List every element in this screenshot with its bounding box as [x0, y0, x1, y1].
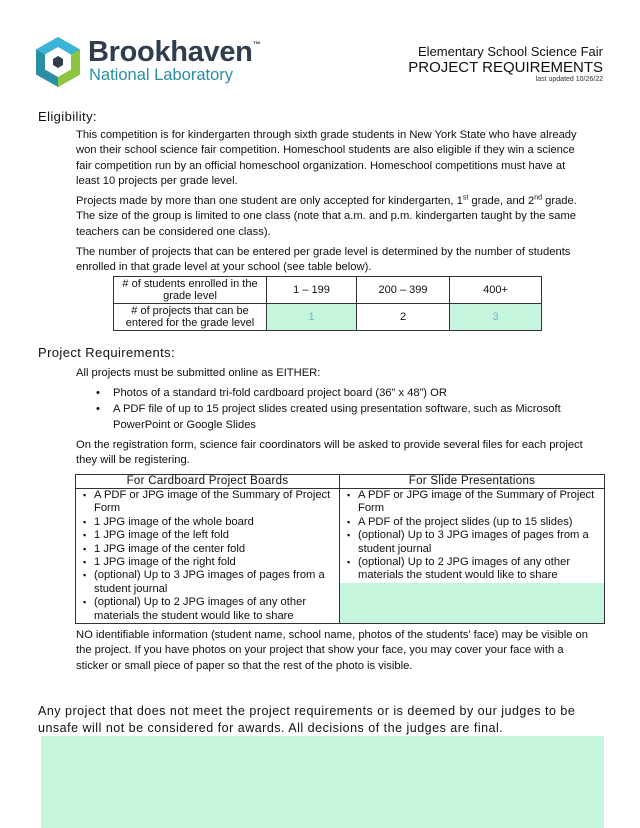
logo-subname: National Laboratory [89, 66, 234, 84]
highlight-fill [340, 583, 604, 623]
cardboard-files-cell [76, 489, 340, 624]
eligibility-heading: Eligibility: [38, 109, 97, 124]
list-item: • Photos of a standard tri-fold cardboard project board (36” x 48”) OR [96, 386, 588, 401]
table-header-row [76, 475, 605, 489]
table-cell: 200 – 399 [357, 277, 450, 304]
projects-per-grade-table [113, 276, 542, 331]
list-item: ▪ A PDF or JPG image of the Summary of Project Form [76, 489, 339, 516]
table-cell: # of projects that can be entered for the grade level [114, 304, 267, 331]
logo-name: Brookhaven™ [88, 36, 261, 68]
table-cell: 3 [450, 304, 542, 331]
brookhaven-logo-icon [36, 37, 80, 87]
last-updated: last updated 10/26/22 [535, 76, 603, 83]
table-cell: # of students enrolled in the grade level [114, 277, 267, 304]
submission-options-list [96, 386, 588, 434]
table-row [76, 489, 605, 624]
required-files-table [75, 474, 605, 624]
column-header-slides: For Slide Presentations [340, 475, 605, 489]
fair-title: Elementary School Science Fair [418, 44, 603, 59]
final-statement: Any project that does not meet the project requirements or is deemed by our judges to be unsafe will not be considered for awards. All decisions of the judges are final. [38, 704, 576, 735]
eligibility-body [76, 128, 588, 276]
table-row [114, 277, 542, 304]
list-item: ▪ A PDF or JPG image of the Summary of Project Form [340, 489, 604, 516]
highlight-box [41, 736, 604, 828]
list-item: ▪ (optional) Up to 2 JPG images of any other materials the student would like to share [76, 596, 339, 623]
list-item: ▪ (optional) Up to 3 JPG images of pages from a student journal [340, 529, 604, 556]
requirements-heading: Project Requirements: [38, 345, 176, 360]
column-header-cardboard: For Cardboard Project Boards [76, 475, 340, 489]
list-item: ▪ 1 JPG image of the left fold [76, 529, 339, 542]
list-item: ▪ 1 JPG image of the whole board [76, 516, 339, 529]
page-title: PROJECT REQUIREMENTS [408, 59, 603, 76]
projects-per-grade-paragraph: The number of projects that can be entered per grade level is determined by the number of students enrolled in that grade level at your school (see table below). [76, 246, 571, 274]
list-item: ▪ (optional) Up to 2 JPG images of any other materials the student would like to share [340, 556, 604, 583]
table-cell: 1 – 199 [267, 277, 357, 304]
list-item: ▪ A PDF of the project slides (up to 15 slides) [340, 516, 604, 529]
files-note: On the registration form, science fair coordinators will be asked to provide several files for each project they will be registering. [76, 439, 583, 467]
privacy-note: NO identifiable information (student name, school name, photos of the students’ face) may be visible on the project. If you have photos on your project that show your face, you may cover your face with a sticker or small piece of paper so that the rest of the photo is visible. [76, 629, 589, 672]
table-cell: 1 [267, 304, 357, 331]
requirements-intro: All projects must be submitted online as EITHER: [76, 367, 321, 379]
table-cell: 400+ [450, 277, 542, 304]
list-item: ▪ (optional) Up to 3 JPG images of pages from a student journal [76, 569, 339, 596]
table-row [114, 304, 542, 331]
list-item: ▪ 1 JPG image of the right fold [76, 556, 339, 569]
slides-files-cell [340, 489, 605, 624]
list-item: • A PDF file of up to 15 project slides created using presentation software, such as Microsoft PowerPoint or Google Slides [96, 402, 588, 433]
table-cell: 2 [357, 304, 450, 331]
list-item: ▪ 1 JPG image of the center fold [76, 543, 339, 556]
group-projects-paragraph: Projects made by more than one student are only accepted for kindergarten, 1st grade, and 2nd grade. The size of the group is limited to one class (note that a.m. and p.m. kindergarten taught by the same teachers can be considered one class). [76, 194, 577, 238]
eligibility-paragraph: This competition is for kindergarten through sixth grade students in New York State who have already won their school science fair competition. Homeschool students are also eligible if they win a science fair competition run by an official homeschool organization. Homeschool competitions must have at least 10 projects per grade level. [76, 129, 577, 187]
